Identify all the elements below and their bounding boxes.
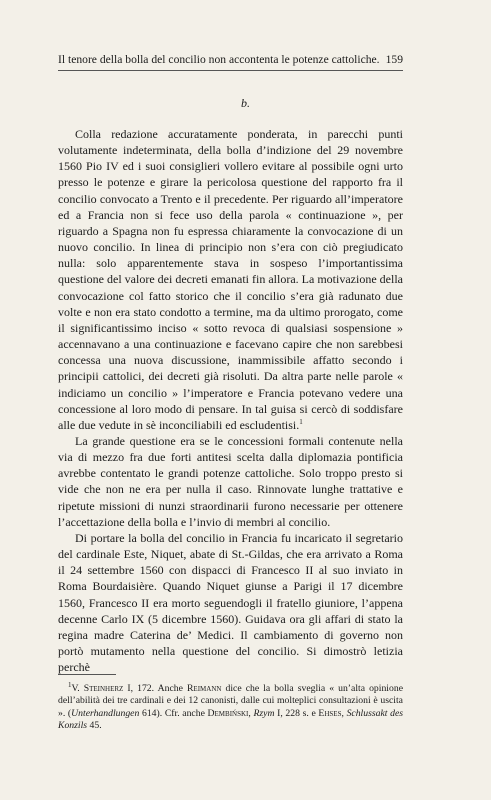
section-mark: b. — [241, 96, 250, 110]
paragraph: La grande questione era se le concessioni formali contenute nella via di mezzo fra due forti antitesi scelta dalla diplomazia pontificia avrebbe contentato le grandi potenze cattoliche. Solo troppo presto si vide che non ne era per nulla il caso. Rinnovate lunghe trattative e ripetute missioni di nunzi straordinarii furono necessarie per ottenere l’accettazione della bolla e l’invio di membri al concilio. — [58, 433, 403, 529]
header-rule — [58, 70, 403, 71]
footnote-ref: 1 — [299, 417, 303, 426]
footnote-text: , — [341, 707, 347, 719]
paragraph: Di portare la bolla del concilio in Francia fu incaricato il segretario del cardinale Este, Niquet, abate di St.-Gildas, che era arrivato a Roma il 24 settembre 1560 con dispacci di Francesco II al suo inviato in Roma Bourdaisière. Quando Niquet giunse a Parigi il 17 dicembre 1560, Francesco II era morto seguendogli il fratello giuniore, l’appena decenne Carlo IX (5 dicembre 1560). Guidava ora gli affari di stato la regina madre Caterina de’ Medici. Il cambiamento di governo non portò mutamento nella questione del concilio. Si dimostrò letizia perchè — [58, 530, 403, 675]
footnote-text: I, 228 s. e — [274, 707, 319, 719]
footnote-rule — [58, 674, 116, 675]
footnote-text: V. — [71, 683, 84, 694]
footnote-marker: 1 — [68, 680, 72, 689]
footnote-text: , — [248, 707, 254, 719]
footnote-text: 45. — [87, 719, 102, 731]
footnote-text: dice che la bolla sveglia « un’alta opinione dell’abilità dei tre cardinali e dei 12 canonisti, dalle cui molteplici consultazioni è uscita ». ( — [58, 683, 403, 719]
footnote — [58, 680, 404, 732]
page-number: 159 — [385, 53, 403, 66]
paragraph — [58, 126, 403, 433]
footnote-work: Schlussakt des Konzils — [58, 707, 404, 731]
running-title: Il tenore della bolla del concilio non accontenta le potenze cattoliche. — [58, 53, 380, 66]
footnote-text: 614). Cfr. anche — [139, 707, 208, 719]
footnote-work: Rzym — [253, 707, 275, 719]
paragraph-text: Colla redazione accuratamente ponderata, in parecchi punti volutamente indeterminata, della bolla d’indizione del 29 novembre 1560 Pio IV ed i suoi consiglieri vollero evitare al possibile ogni urto presso le potenze e girare la pericolosa questione del rapporto fra il concilio convocato a Trento e il precedente. Per riguardo all’imperatore ed a Francia non si fece uso della parola « continuazione », per riguardo a Spagna non fu espressa chiaramente la convocazione di un nuovo concilio. In linea di principio non s’era con ciò pregiudicato nulla: solo apparentemente stava in sospeso l’importantissima questione del valore dei decreti emanati fin allora. La motivazione della convocazione col fatto storico che il concilio s’era già radunato due volte e non era stato condotto a termine, ma da ultimo prorogato, come il significantissimo inciso « sotto revoca di qualsiasi sospensione » accennavano a una continuazione e facevano capire che non sarebbesi concessa una nuova discussione, inammissibile affatto secondo i principii cattolici, dei decreti già risoluti. Da altra parte nelle parole « indiciamo un concilio » l’imperatore e Francia potevano vedere una concessione al loro modo di pensare. In tal guisa si cercò di soddisfare alle due vedute in sè inconciliabili ed escludentisi. — [58, 127, 403, 432]
footnote-author: Steinherz — [83, 683, 124, 694]
footnote-text: I, 172. Anche — [123, 683, 187, 694]
running-header — [58, 53, 403, 67]
footnote-paragraph — [58, 680, 404, 732]
footnote-author: Ehses — [318, 707, 342, 719]
footnote-work: Unterhandlungen — [71, 707, 140, 719]
footnote-author: Dembiński — [207, 707, 249, 719]
footnote-author: Reimann — [186, 683, 222, 694]
body-text — [58, 126, 403, 675]
